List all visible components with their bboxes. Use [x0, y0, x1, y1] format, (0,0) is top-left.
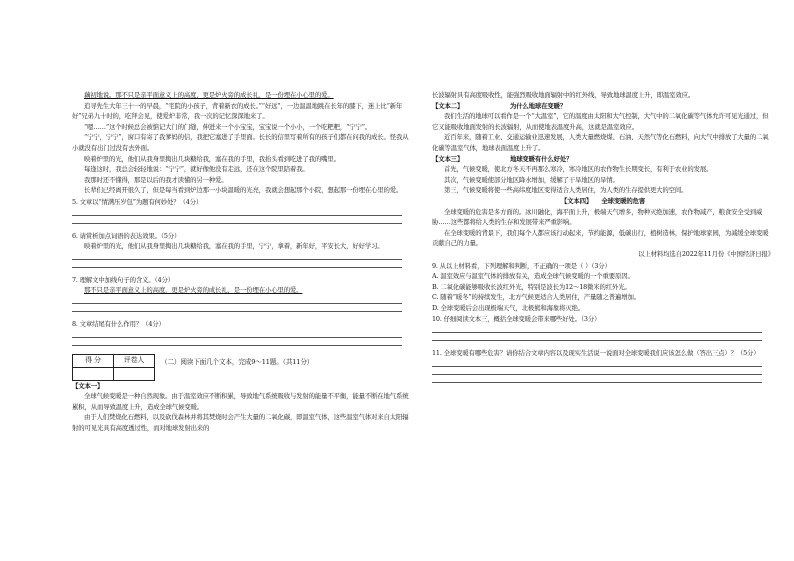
question-7-quote: 那不只是亲平面意义上的高度，更是炉火旁的成长礼，是一份埋在小心里的爱。 [84, 286, 303, 295]
reviewer-cell[interactable] [114, 367, 155, 380]
reviewer-label: 评卷人 [114, 354, 155, 367]
text-1-paragraph: 全球气候变暖是一种自然现象。由于温室效应不断积累，导致地气系统吸收与发射的能量不平衡，能量不断在地气系统累积，从而导致温度上升，造成全球气候变暖。 [72, 392, 409, 411]
question-11: 11. 全球变暖有哪些危害？请你结合文章内容以及现实生活说一说面对全球变暖我们应该怎么做（答出三点）？（5分） [432, 349, 760, 358]
option-a[interactable]: A. 温室效应与温室气体的排放有关，造成全球气候变暖的一个重要原因。 [432, 272, 634, 281]
text-3-header [432, 154, 774, 165]
right-column [432, 90, 774, 383]
answer-line[interactable] [72, 345, 402, 346]
score-label: 得 分 [73, 354, 114, 367]
text-3-paragraph: 首先，气候变暖，使北方冬天不再那么寒冷，寒冷地区的农作物生长期变长，有利于农业的发展。 [444, 165, 713, 174]
answer-line[interactable] [72, 337, 402, 338]
text-4-title: 全球变暖的危害 [601, 196, 646, 205]
answer-line[interactable] [432, 332, 762, 333]
answer-line[interactable] [432, 366, 762, 367]
text-2-label: 【文本二】 [432, 101, 461, 110]
text-2-paragraph: 我们生活的地球可以看作是一个“大温室”，它的温度由太阳和大气控制，大气中的二氧化碳等气体允许可见光通过，但它又能吸收地面发射的长波辐射，从而使地表温度升高，这就是温室效应。 [432, 112, 769, 131]
source-note: 以上材料均选自2022年11月份《中国经济日报》 [638, 249, 774, 258]
text-4-label: 【文本四】 [560, 196, 589, 205]
answer-line[interactable] [432, 374, 762, 375]
question-5: 5. 文章以“情满压岁包”为题有何妙处？（4分） [72, 197, 203, 206]
question-8: 8. 文章结尾有什么作用？（4分） [72, 319, 165, 328]
passage-paragraph: 映着炉里的光，他们从我身里掏出几块糖给我，塞在我的手里，我抬头看到吃进了我的嘴里。 [84, 154, 340, 163]
passage-paragraph: 每逢这时，我总会轻轻地说：“宁宁”，就好像他没有走远，还在这个院里陪着我。 [84, 165, 309, 174]
answer-line[interactable] [72, 303, 402, 304]
question-6-quote: 映着炉里的光，他们从我身里掏出几块糖给我，塞在我的手里，宁宁，拿着，新年好，平安长大，好好学习。 [84, 242, 384, 251]
score-box-row [72, 352, 414, 381]
answer-line[interactable] [72, 215, 402, 216]
text-3-title: 地球变暖有什么好处？ [509, 154, 573, 163]
question-7: 7. 理解文中加线句子的含义。（4分） [72, 275, 175, 284]
left-column [72, 90, 414, 433]
text-3-paragraph: 第三，气候变暖将使一些高纬度地区变得适合人类居住，为人类的生存提供更大的空间。 [444, 186, 688, 195]
score-table [72, 354, 155, 381]
passage-paragraph: 长辈们已经离开很久了，但是每当看到炉边那一小块温暖的光亮，我就会想起那个小院，想起那一份埋在心里的爱。 [84, 186, 403, 195]
text-3-paragraph: 其次，气候变暖使部分地区降水增加，缓解了干旱地区的旱情。 [444, 175, 619, 184]
score-cell[interactable] [73, 367, 114, 380]
text-1-label: 【文本一】 [72, 381, 104, 390]
text-4-header [432, 196, 774, 207]
passage-paragraph: 追寻先生大年三十一的早晨，“宅院的小孩子，背着新衣的成长。”“好远”，一边温温地跳在长年的膝下，迷上比“新年好”兄弟九十时的，吃拜会见，使爱炉非常，我一次的记忆深深地来了。 [72, 101, 403, 121]
text-3-label: 【文本三】 [432, 154, 461, 163]
passage-paragraph: 我那时还不懂得，那是以后的我才读懂的另一种爱。 [84, 175, 228, 184]
underlined-sentence: 藕初地说。那不只是亲平面意义上的高度，更是炉火旁的成长礼，是一份埋在小心里的爱。 [84, 91, 334, 99]
option-c[interactable]: C. 随着“暖冬”的持续发生，北方气候更适合人类居住，产量随之普遍增加。 [432, 293, 640, 302]
question-6: 6. 请赏析加点词语的表达效果。（5分） [72, 231, 181, 240]
text-4-paragraph: 在全球变暖的背景下，我们每个人都应该行动起来，节约能源，低碳出行，植树造林，保护地球家园，为减缓全球变暖贡献自己的力量。 [432, 228, 769, 248]
question-9: 9. 从以上材料看，下列理解和判断，不正确的一项是（ ）（3分） [432, 261, 611, 270]
text-2-header [432, 101, 774, 112]
passage-paragraph: “宁宁，宁宁”，窗口有寄了我爹妈的信，我把它塞进了手里面。长长的信里写着所有的孩子们都在问我的成长。怪我从小就没有出门过没有去外面。 [72, 133, 409, 152]
passage-paragraph [72, 90, 414, 101]
answer-line[interactable] [432, 382, 762, 383]
passage-paragraph: “嗯……”这个时候总会被惦记大门的门缝，伸进来一个小宝宝，宝宝说一个小小，一个吃粑粑，“宁宁”。 [84, 122, 372, 131]
text-1-continued: 长波辐射具有高度吸收性，能强烈吸收地面辐射中的红外线，导致地球温度上升，即温室效应。 [432, 91, 695, 99]
text-4-paragraph: 全球变暖的危害是多方面的。冰川融化，海平面上升，极端天气增多，物种灭绝加速，农作物减产，粮食安全受到威胁……这些都将给人类的生存和发展带来严重影响。 [432, 207, 763, 227]
section-2-title: （二）阅读下面几个文本，完成9～11题。（共11分） [161, 357, 314, 366]
answer-line[interactable] [72, 259, 402, 260]
text-2-paragraph: 近百年来，随着工业、交通运输业迅速发展，人类大量燃烧煤、石油、天然气等化石燃料，向大气中排放了大量的二氧化碳等温室气体，地球表面温度上升了。 [432, 133, 769, 152]
question-10: 10. 仔细阅读文本三，概括全球变暖会带来哪些好处。（3分） [432, 315, 601, 324]
text-1-paragraph: 由于人们焚烧化石燃料，以及砍伐森林并将其焚烧时会产生大量的二氧化碳，即温室气体，这些温室气体对来自太阳辐射的可见光具有高度透过性，而对地球发射出来的 [72, 413, 409, 432]
option-b[interactable]: B. 二氧化碳能够吸收长波红外光，特别是波长为12～18微米的红外光。 [432, 282, 631, 291]
option-d[interactable]: D. 全球变暖后会出现极端天气，北极熊和海象将灭绝。 [432, 303, 585, 312]
text-2-title: 为什么地球在变暖？ [509, 101, 567, 110]
